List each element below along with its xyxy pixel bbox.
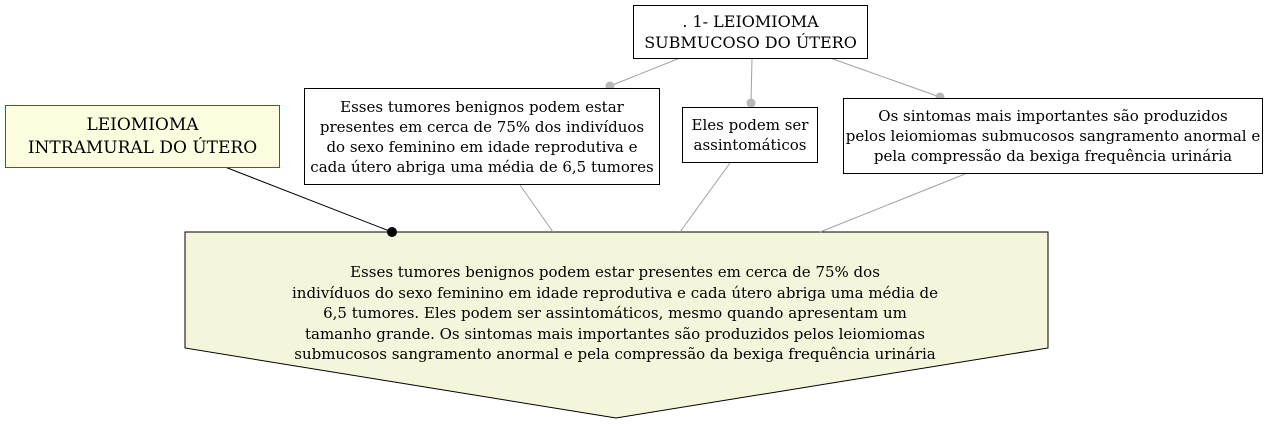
connector-symptoms-summary bbox=[820, 174, 965, 232]
summary-line-5: submucosos sangramento anormal e pela compressão da bexiga frequência urinária bbox=[294, 345, 936, 363]
prevalence-node[interactable] bbox=[304, 88, 660, 185]
asymptomatic-line-2: assintomáticos bbox=[693, 136, 807, 154]
summary-line-4: tamanho grande. Os sintomas mais importantes são produzidos pelos leiomiomas bbox=[304, 324, 925, 343]
symptoms-line-1: Os sintomas mais importantes são produzidos bbox=[878, 107, 1228, 125]
prevalence-line-1: Esses tumores benignos podem estar bbox=[340, 97, 624, 116]
summary-line-2: indivíduos do sexo feminino em idade reprodutiva e cada útero abriga uma média de bbox=[291, 283, 939, 302]
prevalence-line-2: presentes em cerca de 75% dos indivíduos bbox=[319, 117, 645, 136]
symptoms-line-3: pela compressão da bexiga frequência urinária bbox=[873, 147, 1233, 165]
intramural-line-1: LEIOMIOMA bbox=[86, 114, 199, 135]
summary-line-3: 6,5 tumores. Eles podem ser assintomáticos, mesmo quando apresentam um bbox=[323, 304, 907, 322]
title-node[interactable] bbox=[633, 5, 868, 59]
connector-title-prevalence bbox=[610, 58, 680, 86]
connector-asymptomatic-summary bbox=[680, 163, 730, 232]
asymptomatic-line-1: Eles podem ser bbox=[691, 116, 809, 134]
summary-node-text[interactable] bbox=[230, 262, 1000, 365]
connector-prevalence-summary bbox=[520, 185, 553, 232]
symptoms-line-2: pelos leiomiomas submucosos sangramento anormal e bbox=[845, 127, 1261, 145]
prevalence-line-3: do sexo feminino em idade reprodutiva e bbox=[326, 137, 638, 156]
symptoms-node[interactable] bbox=[843, 98, 1263, 174]
connector-title-asymptomatic bbox=[751, 58, 752, 103]
connector-title-symptoms bbox=[830, 58, 940, 97]
summary-line-1: Esses tumores benignos podem estar presentes em cerca de 75% dos bbox=[350, 263, 880, 281]
asymptomatic-node[interactable] bbox=[682, 107, 818, 163]
title-line-2: SUBMUCOSO DO ÚTERO bbox=[644, 33, 857, 52]
intramural-line-2: INTRAMURAL DO ÚTERO bbox=[27, 137, 258, 158]
intramural-node[interactable] bbox=[5, 105, 280, 168]
title-line-1: . 1- LEIOMIOMA bbox=[682, 12, 819, 31]
prevalence-line-4: cada útero abriga uma média de 6,5 tumores bbox=[310, 157, 654, 176]
connector-dot-intramural bbox=[387, 227, 397, 237]
